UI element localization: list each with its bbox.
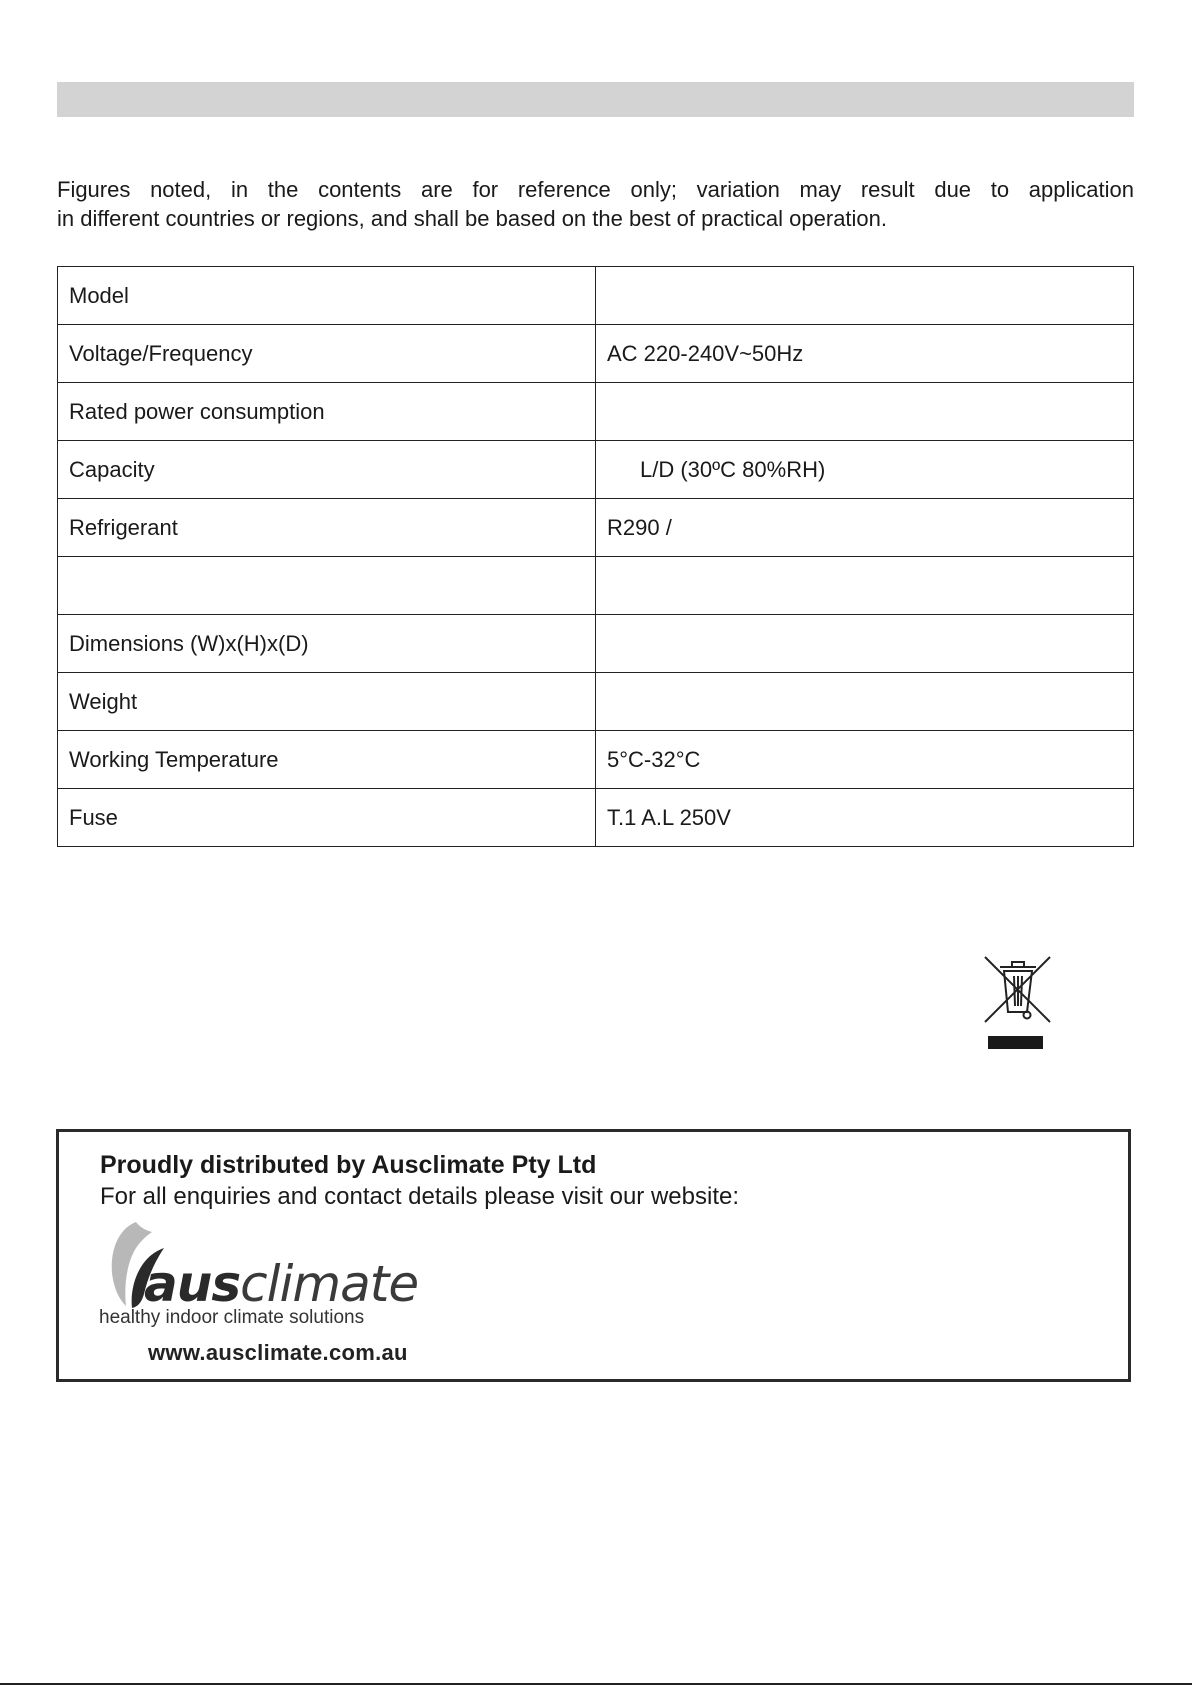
table-row — [58, 731, 1134, 789]
spec-value: R290 / — [596, 499, 1134, 557]
table-row — [58, 499, 1134, 557]
intro-paragraph — [57, 175, 1134, 233]
spec-value: T.1 A.L 250V — [596, 789, 1134, 847]
intro-line-2: in different countries or regions, and shall be based on the best of practical operation. — [57, 206, 888, 231]
distributor-title: Proudly distributed by Ausclimate Pty Ltd — [100, 1151, 597, 1179]
spec-label: Dimensions (W)x(H)x(D) — [58, 615, 596, 673]
spec-label: Weight — [58, 673, 596, 731]
spec-label: Working Temperature — [58, 731, 596, 789]
logo-text-regular: climate — [240, 1255, 419, 1313]
spec-value — [596, 383, 1134, 441]
crossed-out-wheelie-bin-icon — [984, 954, 1054, 1050]
section-header-bar — [57, 82, 1134, 117]
spec-label: Model — [58, 267, 596, 325]
spec-label: Fuse — [58, 789, 596, 847]
intro-line-1: Figures noted, in the contents are for reference only; variation may result due to application — [57, 177, 1134, 202]
spec-label: Voltage/Frequency — [58, 325, 596, 383]
table-row — [58, 615, 1134, 673]
spec-value: AC 220-240V~50Hz — [596, 325, 1134, 383]
logo-tagline: healthy indoor climate solutions — [99, 1307, 365, 1328]
spec-value — [596, 615, 1134, 673]
spec-value — [596, 267, 1134, 325]
website-link[interactable]: www.ausclimate.com.au — [148, 1340, 408, 1365]
table-row — [58, 441, 1134, 499]
table-row — [58, 673, 1134, 731]
spec-value: L/D (30ºC 80%RH) — [596, 441, 1134, 499]
specification-table — [57, 266, 1134, 847]
table-row — [58, 383, 1134, 441]
logo-text-bold: aus — [144, 1255, 241, 1313]
spec-label: Rated power consumption — [58, 383, 596, 441]
table-row — [58, 267, 1134, 325]
logo-wordmark — [144, 1254, 418, 1314]
spec-value: 5°C-32°C — [596, 731, 1134, 789]
table-row — [58, 325, 1134, 383]
table-row — [58, 789, 1134, 847]
spec-value — [596, 673, 1134, 731]
spec-label — [58, 557, 596, 615]
spec-label: Capacity — [58, 441, 596, 499]
distributor-subtitle: For all enquiries and contact details please visit our website: — [100, 1183, 739, 1210]
table-row — [58, 557, 1134, 615]
spec-value — [596, 557, 1134, 615]
spec-label: Refrigerant — [58, 499, 596, 557]
